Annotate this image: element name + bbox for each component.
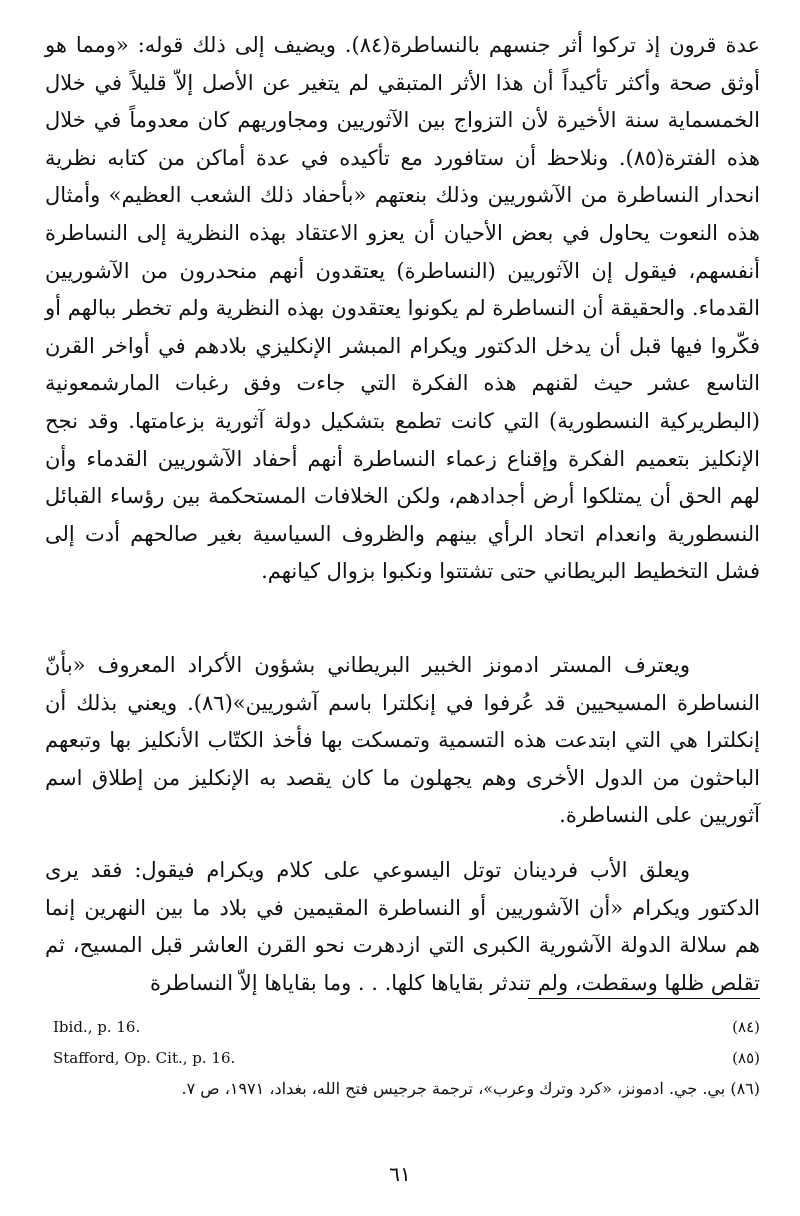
body-paragraph-2: ويعترف المستر ادمونز الخبير البريطاني بشؤون الأكراد المعروف «بأنّ النساطرة المسيحيين قد عُرفوا في إنكلترا باسم آشوريين»(٨٦). ويعني بذلك أن إنكلترا هي التي ابتدعت هذه التسمية وتمسكت بها فأخذ الكتّاب الأنكليز بها وتبعهم الباحثون من الدول الأخرى وهم يجهلون ما كان يقصد به الإنكليز من إطلاق اسم آثوريين على النساطرة.	[45, 653, 760, 828]
body-paragraph-1: عدة قرون إذ تركوا أثر جنسهم بالنساطرة(٨٤). ويضيف إلى ذلك قوله: «ومما هو أوثق صحة وأكثر تأكيداً أن هذا الأثر المتبقي لم يتغير عن الأصل إلاّ قليلاً في خلال الخمسماية سنة الأخيرة لأن التزواج بين الآثوريين ومجاوريهم كان معدوماً في خلال هذه الفترة(٨٥). ونلاحظ أن ستافورد مع تأكيده في عدة أماكن من كتابه نظرية انحدار النساطرة من الآشوريين وذلك بنعتهم «بأحفاد ذلك الشعب العظيم» وأمثال هذه النعوت يحاول في بعض الأحيان أن يعزو الاعتقاد بهذه النظرية إلى النساطرة أنفسهم، فيقول إن الآثوريين (النساطرة) يعتقدون أنهم منحدرون من الآشوريين القدماء. والحقيقة أن النساطرة لم يكونوا يعتقدون بهذه النظرية ولم تخطر ببالهم أو فكّروا فيها قبل أن يدخل الدكتور ويكرام المبشر الإنكليزي بلادهم في أواخر القرن التاسع عشر حيث لقنهم هذه الفكرة التي جاءت وفق رغبات المارشمعونية (البطريركية النسطورية) التي كانت تطمع بتشكيل دولة آثورية بزعامتها. وقد نجح الإنكليز بتعميم الفكرة وإقناع زعماء النساطرة أنهم أحفاد الآشوريين القدماء وأن لهم الحق أن يمتلكوا أرض أجدادهم، ولكن الخلافات المستحكمة بين رؤساء القبائل النسطورية وانعدام اتحاد الرأي بينهم والظروف السياسية بغير صالحهم أدت إلى فشل التخطيط البريطاني حتى تشتتوا ونكبوا بزوال كيانهم.	[45, 33, 760, 584]
footnote-number: (٨٤)	[732, 1018, 760, 1036]
footnote-text: Stafford, Op. Cit., p. 16.	[53, 1049, 236, 1067]
page-number: ٦١	[389, 1162, 411, 1186]
body-paragraph-3: ويعلق الأب فردينان توتل اليسوعي على كلام ويكرام فيقول: فقد يرى الدكتور ويكرام «أن الآشوريين أو النساطرة المقيمين في بلاد ما بين النهرين إنما هم سلالة الدولة الآشورية الكبرى التي ازدهرت نحو القرن العاشر قبل المسيح، ثم تقلص ظلها وسقطت، ولم تندثر بقاياها كلها. . . وما بقاياها إلاّ النساطرة	[45, 858, 760, 995]
footnote-text: Ibid., p. 16.	[53, 1018, 141, 1036]
footnote-number: (٨٦)	[730, 1079, 760, 1098]
footnote-text: بي. جي. ادمونز، «كرد وترك وعرب»، ترجمة جرجيس فتح الله، بغداد، ١٩٧١، ص ٧.	[181, 1079, 726, 1098]
footnote-86	[45, 1074, 760, 1104]
footnote-number: (٨٥)	[732, 1049, 760, 1067]
footnote-85	[45, 1043, 760, 1073]
footnote-separator	[528, 998, 760, 999]
footnote-84	[45, 1012, 760, 1042]
